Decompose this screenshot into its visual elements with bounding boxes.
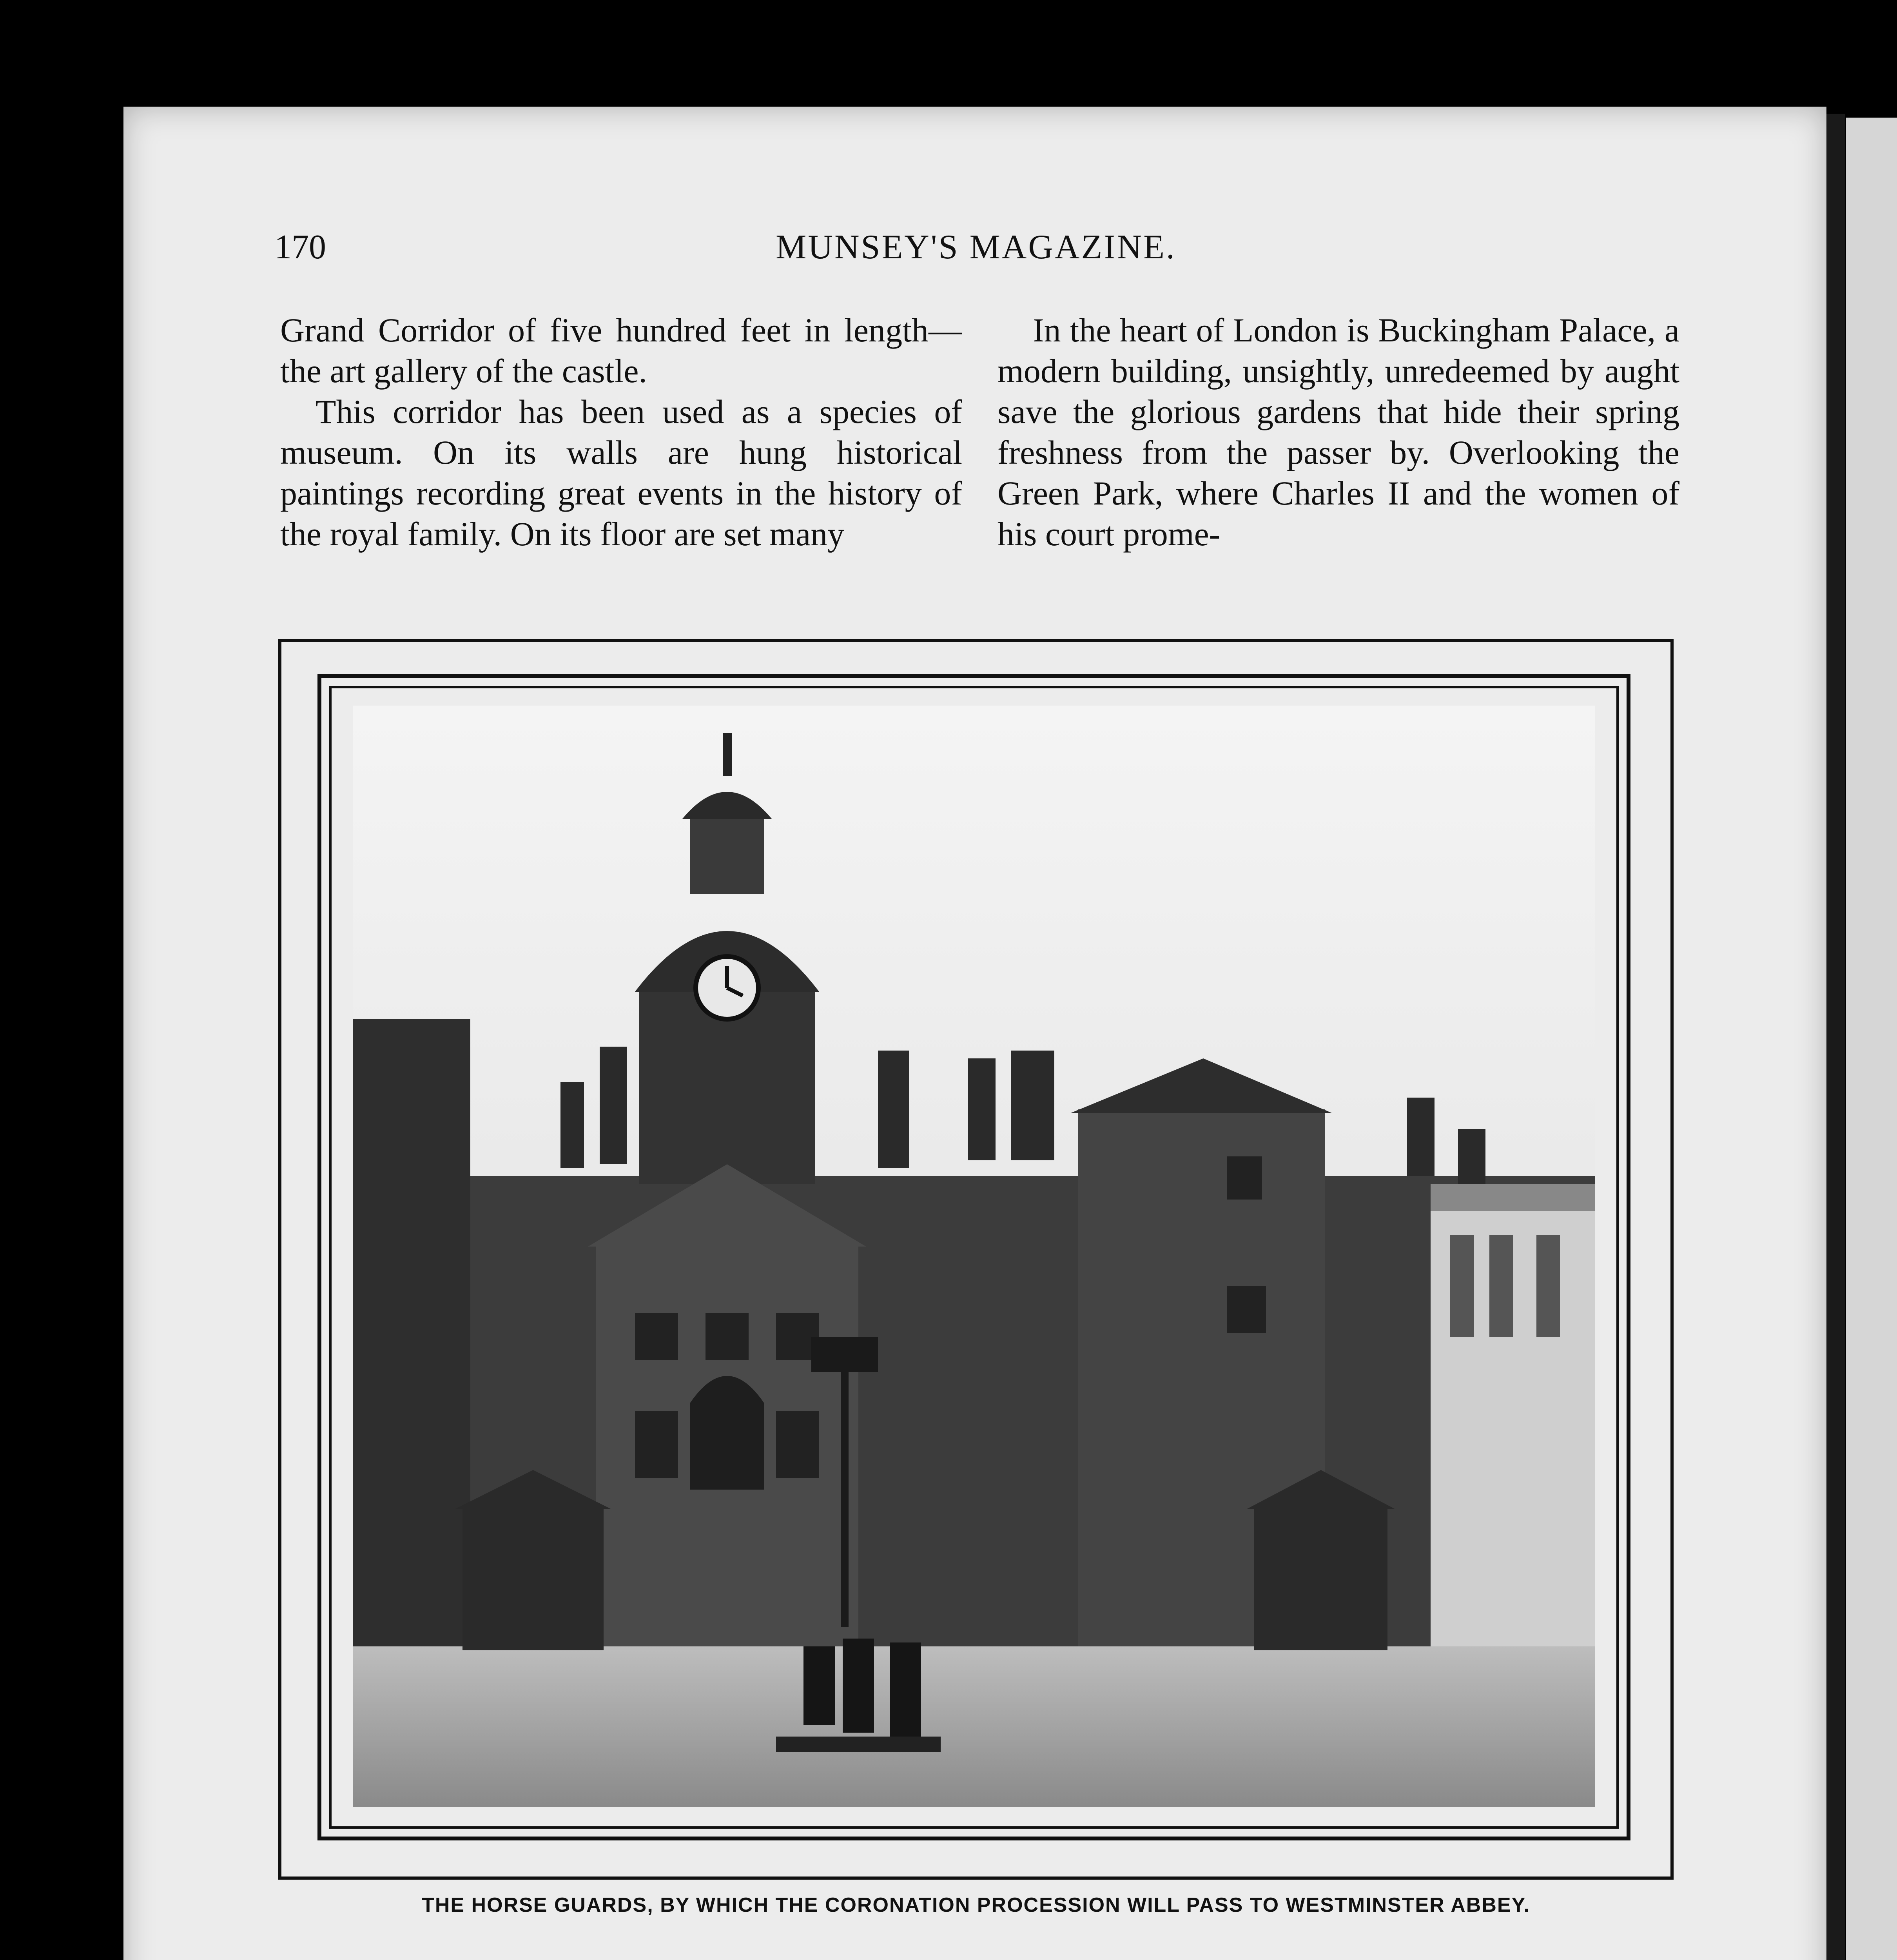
paragraph: In the heart of London is Buckingham Palace, a modern building, unsightly, unredeemed by aught save the glorious gardens that hide their spring freshness from the passer by. Overlooking the Green Park, where Charles II and the women of his court prome- [997,311,1679,553]
running-head [274,227,1678,270]
figure-caption: THE HORSE GUARDS, BY WHICH THE CORONATION PROCESSION WILL PASS TO WESTMINSTER ABBEY. [422,1894,1530,1916]
horse-guards-photo [353,706,1595,1807]
next-page-edge [1846,118,1897,1960]
paragraph: Grand Corridor of five hundred feet in length—the art gallery of the castle. [280,311,962,390]
page-gutter-shadow [1826,114,1845,1960]
page-number: 170 [274,228,326,266]
column-top-right [997,310,1679,600]
column-top-left [280,310,962,600]
paragraph: This corridor has been used as a species of museum. On its walls are hung historical paintings recording great events in the history of the royal family. On its floor are set many [280,393,962,553]
magazine-title: MUNSEY'S MAGAZINE. [776,228,1176,266]
